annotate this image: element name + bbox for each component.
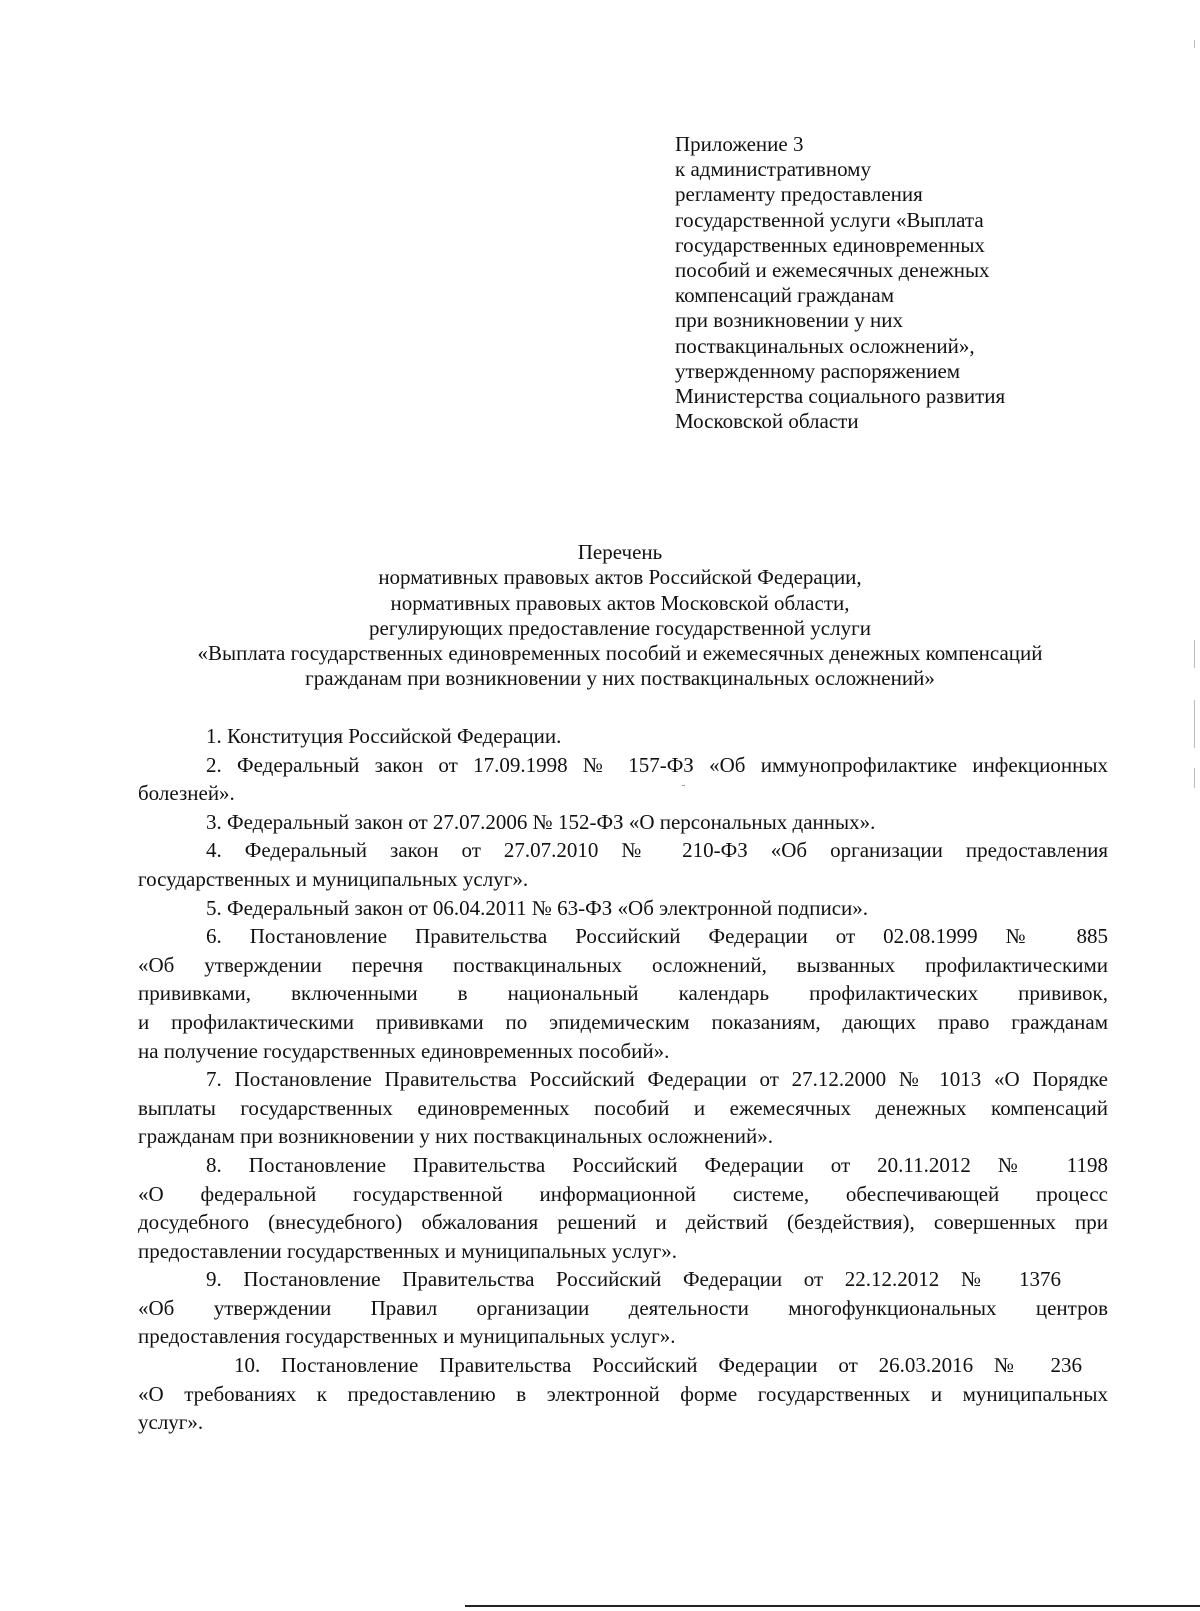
item-line: гражданам при возникновении у них поствакцинальных осложнений».: [138, 1124, 773, 1149]
item-line: 4. Федеральный закон от 27.07.2010 № 210-ФЗ «Об организации предоставления: [206, 838, 1108, 863]
scan-edge-mark: [1194, 40, 1195, 48]
item-line: и профилактическими прививками по эпидемическим показаниям, дающих право гражданам: [138, 1009, 1108, 1034]
item-line: предоставления государственных и муниципальных услуг».: [138, 1324, 676, 1349]
item-line: 8. Постановление Правительства Российский Федерации от 20.11.2012 № 1198: [206, 1152, 1108, 1177]
item-line: выплаты государственных единовременных пособий и ежемесячных денежных компенсаций: [138, 1095, 1108, 1120]
appendix-line: Московской области: [675, 409, 859, 434]
title-line: гражданам при возникновении у них поствакцинальных осложнений»: [305, 666, 935, 691]
list-item: [138, 836, 1108, 893]
title-line: регулирующих предоставление государственной услуги: [369, 615, 871, 640]
appendix-line: государственных единовременных: [675, 232, 985, 257]
item-line: на получение государственных единовременных пособий».: [138, 1038, 670, 1063]
list-item: [138, 894, 1108, 923]
legal-acts-list: [138, 722, 1108, 1437]
item-line: болезней».: [138, 781, 235, 806]
item-line: 1. Конституция Российской Федерации.: [206, 724, 562, 748]
title-line: «Выплата государственных единовременных пособий и ежемесячных денежных компенсаций: [197, 641, 1043, 666]
list-item: [138, 922, 1108, 1065]
scan-edge-mark: [1194, 768, 1195, 788]
item-line: прививками, включенными в национальный календарь профилактических прививок,: [138, 981, 1108, 1006]
list-item: [138, 808, 1108, 837]
appendix-line: регламенту предоставления: [675, 182, 923, 207]
scan-bottom-edge: [465, 1605, 1200, 1607]
list-item: [138, 1065, 1108, 1151]
appendix-line: государственной услуги «Выплата: [675, 207, 984, 232]
item-line: 9. Постановление Правительства Российский Федерации от 22.12.2012 № 1376: [206, 1267, 1061, 1292]
scan-edge-mark: [1194, 640, 1195, 668]
appendix-line: при возникновении у них: [675, 308, 904, 333]
appendix-line: к административному: [675, 157, 871, 182]
appendix-line: утвержденному распоряжением: [675, 358, 961, 383]
item-line: 10. Постановление Правительства Российский Федерации от 26.03.2016 № 236: [234, 1353, 1082, 1378]
item-line: 3. Федеральный закон от 27.07.2006 № 152-ФЗ «О персональных данных».: [206, 809, 876, 834]
appendix-line: пособий и ежемесячных денежных: [675, 258, 990, 283]
item-line: 2. Федеральный закон от 17.09.1998 № 157-ФЗ «Об иммунопрофилактике инфекционных: [206, 752, 1108, 777]
appendix-reference: [675, 132, 1175, 434]
title-line: нормативных правовых актов Московской области,: [390, 590, 850, 615]
list-item: [138, 722, 1108, 751]
item-line: «О федеральной государственной информационной системе, обеспечивающей процесс: [138, 1181, 1108, 1206]
appendix-line: Министерства социального развития: [675, 384, 1006, 409]
list-item: [138, 751, 1108, 808]
list-item: [138, 1151, 1108, 1265]
document-title: [130, 540, 1110, 692]
title-line: Перечень: [577, 540, 663, 564]
item-line: услуг».: [138, 1410, 204, 1435]
item-line: «Об утверждении Правил организации деятельности многофункциональных центров: [138, 1295, 1108, 1320]
item-line: государственных и муниципальных услуг».: [138, 866, 529, 891]
item-line: «О требованиях к предоставлению в электронной форме государственных и муниципальных: [138, 1381, 1108, 1406]
item-line: предоставлении государственных и муниципальных услуг».: [138, 1238, 678, 1263]
list-item: [138, 1265, 1108, 1351]
item-line: досудебного (внесудебного) обжалования решений и действий (бездействия), совершенных при: [138, 1210, 1108, 1235]
appendix-line: поствакцинальных осложнений»,: [675, 333, 975, 358]
item-line: 7. Постановление Правительства Российский Федерации от 27.12.2000 № 1013 «О Порядке: [206, 1067, 1108, 1092]
scan-edge-mark: [1194, 700, 1195, 748]
scan-speck: [682, 785, 685, 786]
item-line: 6. Постановление Правительства Российский Федерации от 02.08.1999 № 885: [206, 924, 1108, 949]
appendix-line: Приложение 3: [675, 132, 804, 156]
item-line: «Об утверждении перечня поствакцинальных осложнений, вызванных профилактическими: [138, 952, 1108, 977]
item-line: 5. Федеральный закон от 06.04.2011 № 63-ФЗ «Об электронной подписи».: [206, 895, 869, 920]
appendix-line: компенсаций гражданам: [675, 283, 894, 308]
list-item: [138, 1351, 1108, 1437]
title-line: нормативных правовых актов Российской Федерации,: [378, 565, 862, 590]
